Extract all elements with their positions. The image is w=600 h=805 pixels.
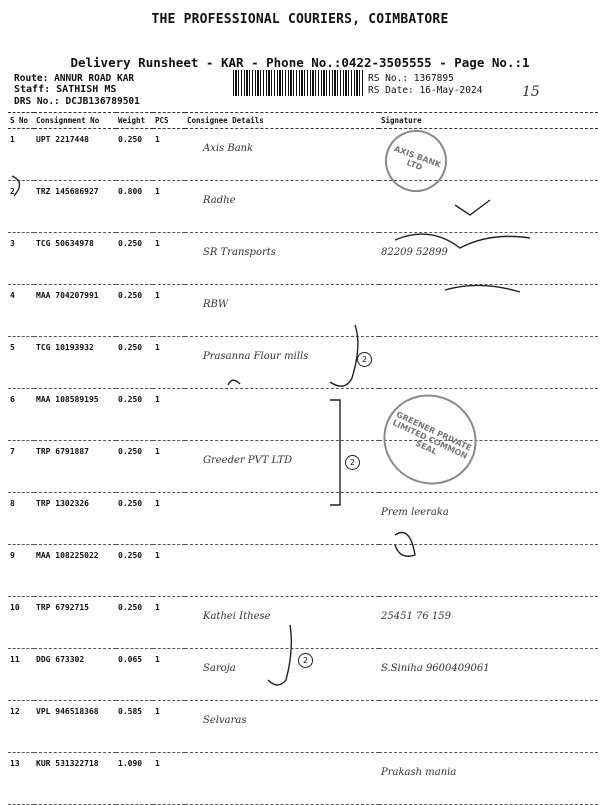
signature-scribble — [455, 200, 490, 215]
drs-label: DRS No.: — [14, 96, 60, 107]
cell-consignment: TRP 6791887 — [34, 441, 116, 493]
runsheet-title: Delivery Runsheet - KAR - Phone No.:0422-3505555 - Page No.:1 — [70, 55, 530, 70]
cell-sno: 7 — [8, 441, 34, 493]
cell-sno: 10 — [8, 597, 34, 649]
cell-consignee: Radhe — [185, 181, 379, 233]
cell-consignee: Greeder PVT LTD — [185, 441, 379, 493]
axis-stamp-text: AXIS BANK LTD — [392, 144, 443, 173]
col-sno: S No — [8, 113, 34, 129]
cell-sno: 4 — [8, 285, 34, 337]
handwritten-count: 15 — [522, 84, 540, 100]
cell-consignee: SR Transports — [185, 233, 379, 285]
cell-consignment: UPT 2217448 — [34, 129, 116, 181]
cell-sno: 12 — [8, 701, 34, 753]
cell-consignment: VPL 946518368 — [34, 701, 116, 753]
cell-weight: 0.250 — [116, 233, 153, 285]
cell-signature: S.Siniha 9600409061 — [379, 649, 598, 701]
cell-consignment: TCG 10193932 — [34, 337, 116, 389]
cell-sno: 6 — [8, 389, 34, 441]
cell-weight: 0.585 — [116, 701, 153, 753]
cell-signature: Prem leeraka — [379, 493, 598, 545]
cell-consignment: TCG 50634978 — [34, 233, 116, 285]
cell-consignment: DDG 673302 — [34, 649, 116, 701]
cell-consignee: Prasanna Flour mills — [185, 337, 379, 389]
cell-consignee: Saroja — [185, 649, 379, 701]
cell-consignee: Selvaras — [185, 701, 379, 753]
cell-consignment: MAA 108589195 — [34, 389, 116, 441]
col-consignee: Consignee Details — [185, 113, 379, 129]
cell-sno: 3 — [8, 233, 34, 285]
cell-weight: 1.090 — [116, 753, 153, 805]
cell-consignee: RBW — [185, 285, 379, 337]
col-weight: Weight — [116, 113, 153, 129]
cell-consignment: TRZ 145686927 — [34, 181, 116, 233]
cell-weight: 0.250 — [116, 441, 153, 493]
cell-consignment: TRP 1302326 — [34, 493, 116, 545]
cell-weight: 0.250 — [116, 389, 153, 441]
cell-consignment: TRP 6792715 — [34, 597, 116, 649]
cell-pcs: 1 — [153, 337, 185, 389]
company-name: THE PROFESSIONAL COURIERS, COIMBATORE — [151, 12, 449, 27]
cell-weight: 0.250 — [116, 493, 153, 545]
cell-pcs: 1 — [153, 545, 185, 597]
cell-sno: 13 — [8, 753, 34, 805]
bracket-icon — [268, 625, 291, 685]
cell-pcs: 1 — [153, 753, 185, 805]
cell-pcs: 1 — [153, 285, 185, 337]
row2-tick — [12, 176, 20, 196]
signature-scribble — [395, 234, 530, 248]
signature-scribble — [395, 533, 415, 557]
cell-weight: 0.250 — [116, 285, 153, 337]
staff-value: SATHISH MS — [56, 84, 117, 95]
signature-scribble — [445, 285, 520, 292]
cell-sno: 11 — [8, 649, 34, 701]
cell-pcs: 1 — [153, 181, 185, 233]
cell-sno: 2 — [8, 181, 34, 233]
pen-mark — [228, 380, 240, 385]
cell-signature: 82209 52899 — [379, 233, 598, 285]
cell-consignment: MAA 704207991 — [34, 285, 116, 337]
cell-pcs: 1 — [153, 441, 185, 493]
cell-consignment: MAA 108225022 — [34, 545, 116, 597]
rs-no-value: 1367895 — [413, 73, 454, 84]
cell-sno: 5 — [8, 337, 34, 389]
cell-sno: 8 — [8, 493, 34, 545]
col-signature: Signature — [379, 113, 598, 129]
rs-no-label: RS No.: — [368, 73, 409, 84]
cell-sno: 9 — [8, 545, 34, 597]
cell-pcs: 1 — [153, 233, 185, 285]
col-pcs: PCS — [153, 113, 185, 129]
cell-pcs: 1 — [153, 597, 185, 649]
route-value: ANNUR ROAD KAR — [54, 73, 135, 84]
cell-pcs: 1 — [153, 129, 185, 181]
circled-mark: 2 — [357, 352, 372, 367]
cell-weight: 0.800 — [116, 181, 153, 233]
cell-pcs: 1 — [153, 701, 185, 753]
cell-signature: Prakash mania — [379, 753, 598, 805]
drs-value: DCJB136789501 — [65, 96, 140, 107]
cell-consignment: KUR 531322718 — [34, 753, 116, 805]
bracket-icon — [330, 325, 358, 386]
route-label: Route: — [14, 73, 49, 84]
rs-date-label: RS Date: — [368, 85, 414, 96]
greener-stamp-text: GREENER PRIVATE LIMITED COMMON SEAL — [391, 409, 473, 461]
cell-weight: 0.250 — [116, 337, 153, 389]
cell-consignee: Kathei Ithese — [185, 597, 379, 649]
cell-signature: 25451 76 159 — [379, 597, 598, 649]
cell-weight: 0.065 — [116, 649, 153, 701]
cell-consignee: Axis Bank — [185, 129, 379, 181]
cell-pcs: 1 — [153, 649, 185, 701]
cell-pcs: 1 — [153, 493, 185, 545]
bracket-icon — [330, 400, 340, 505]
cell-sno: 1 — [8, 129, 34, 181]
cell-weight: 0.250 — [116, 129, 153, 181]
cell-pcs: 1 — [153, 389, 185, 441]
circled-mark: 2 — [345, 455, 360, 470]
circled-mark: 2 — [298, 653, 313, 668]
staff-label: Staff: — [14, 84, 51, 95]
col-consignment: Consignment No — [34, 113, 116, 129]
cell-weight: 0.250 — [116, 545, 153, 597]
rs-date-value: 16-May-2024 — [419, 85, 483, 96]
cell-weight: 0.250 — [116, 597, 153, 649]
